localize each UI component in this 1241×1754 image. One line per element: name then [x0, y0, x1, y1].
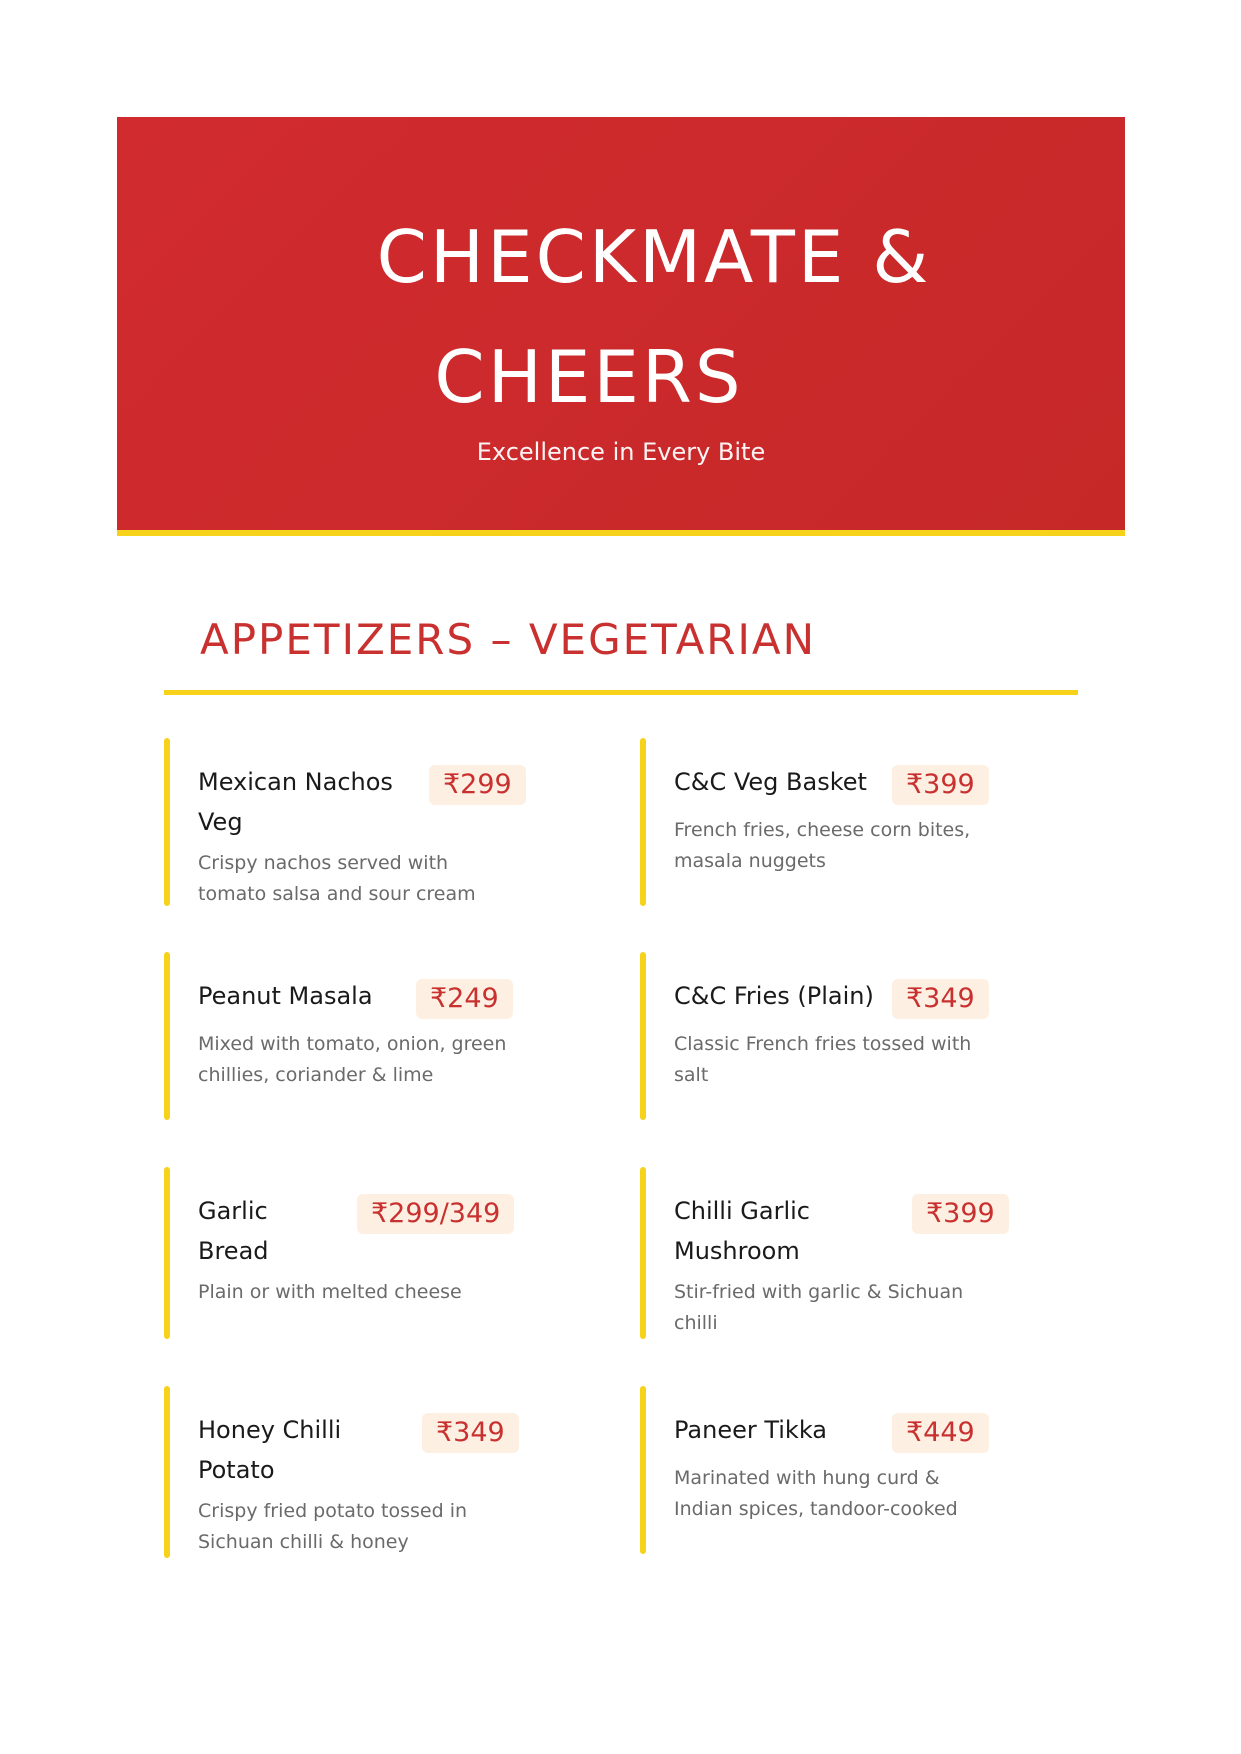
- item-price: ₹299: [429, 765, 526, 805]
- item-name: Paneer Tikka: [674, 1416, 828, 1444]
- menu-item: [640, 952, 1040, 1120]
- item-price: ₹349: [422, 1413, 519, 1453]
- item-description: Marinated with hung curd & Indian spices, tandoor-cooked: [674, 1467, 958, 1520]
- section-divider: [164, 690, 1078, 695]
- item-accent-bar: [164, 952, 170, 1120]
- item-description: Plain or with melted cheese: [198, 1281, 462, 1303]
- menu-item: [640, 738, 1040, 906]
- item-accent-bar: [640, 1167, 646, 1339]
- menu-item: [640, 1386, 1040, 1554]
- item-description: Classic French fries tossed with salt: [674, 1033, 972, 1086]
- restaurant-name-line2: CHEERS: [434, 335, 744, 419]
- item-name: C&C Fries (Plain): [674, 982, 874, 1010]
- item-price: ₹299/349: [357, 1194, 514, 1234]
- section-title: APPETIZERS – VEGETARIAN: [200, 615, 817, 664]
- menu-item: [164, 738, 564, 906]
- item-description: French fries, cheese corn bites, masala nuggets: [674, 819, 971, 872]
- item-price: ₹399: [892, 765, 989, 805]
- item-accent-bar: [640, 952, 646, 1120]
- item-name: Mexican Nachos Veg: [198, 768, 393, 836]
- item-price: ₹349: [892, 979, 989, 1019]
- item-description: Crispy nachos served with tomato salsa and sour cream: [198, 852, 476, 905]
- header-banner: [117, 117, 1125, 536]
- item-description: Stir-fried with garlic & Sichuan chilli: [674, 1281, 964, 1334]
- item-price: ₹399: [912, 1194, 1009, 1234]
- tagline: Excellence in Every Bite: [476, 438, 766, 466]
- menu-item: [164, 952, 564, 1120]
- item-name: C&C Veg Basket: [674, 768, 867, 796]
- item-accent-bar: [164, 1386, 170, 1558]
- restaurant-name-line1: CHECKMATE &: [376, 215, 932, 299]
- item-accent-bar: [640, 738, 646, 906]
- item-accent-bar: [164, 738, 170, 906]
- item-price: ₹449: [892, 1413, 989, 1453]
- item-description: Crispy fried potato tossed in Sichuan chilli & honey: [198, 1500, 468, 1553]
- item-accent-bar: [640, 1386, 646, 1554]
- menu-item: [164, 1167, 564, 1339]
- item-name: Chilli Garlic Mushroom: [674, 1197, 810, 1265]
- menu-item: [640, 1167, 1040, 1339]
- item-accent-bar: [164, 1167, 170, 1339]
- restaurant-name: [117, 197, 1125, 437]
- item-price: ₹249: [416, 979, 513, 1019]
- item-name: Peanut Masala: [198, 982, 373, 1010]
- menu-item: [164, 1386, 564, 1558]
- item-description: Mixed with tomato, onion, green chillies, coriander & lime: [198, 1033, 507, 1086]
- item-name: Honey Chilli Potato: [198, 1416, 342, 1484]
- item-name: Garlic Bread: [198, 1197, 269, 1265]
